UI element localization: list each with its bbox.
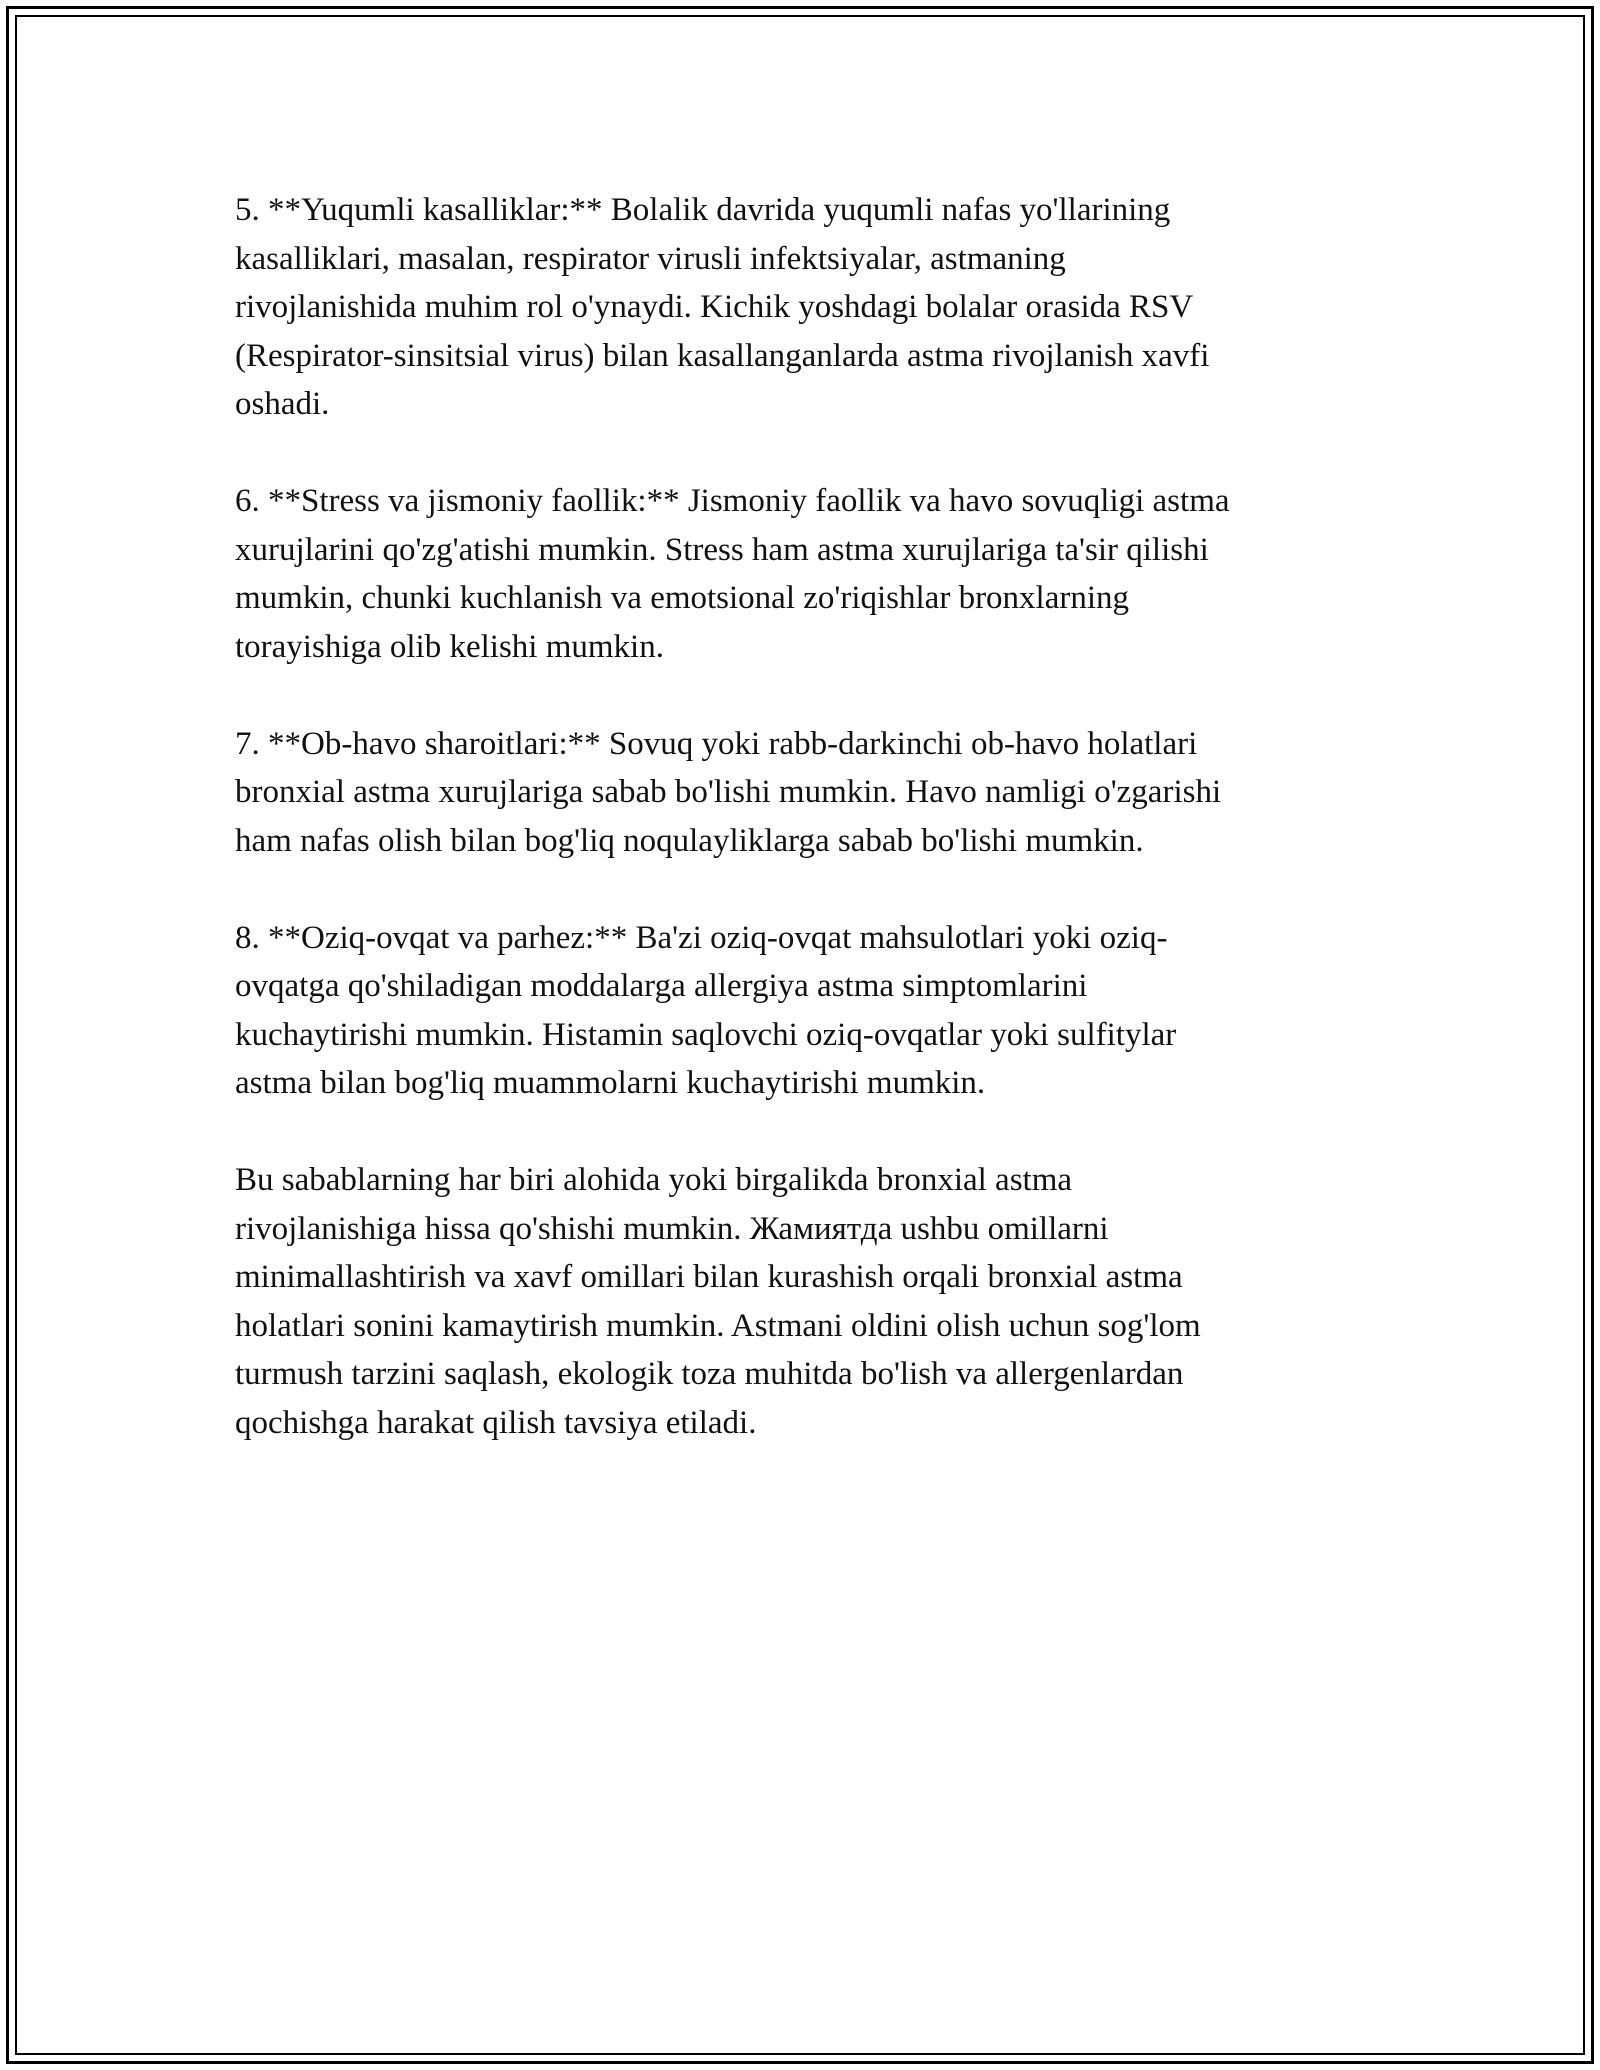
text-line: minimallashtirish va xavf omillari bilan kurashish orqali bronxial astma (235, 1259, 1183, 1295)
text-line: rivojlanishiga hissa qo'shishi mumkin. Жамиятда ushbu omillarni (235, 1210, 1109, 1247)
text-line: holatlari sonini kamaytirish mumkin. Astmani oldini olish uchun sog'lom (235, 1307, 1201, 1344)
document-body (235, 186, 1365, 1496)
text-line: torayishiga olib kelishi mumkin. (235, 628, 664, 665)
paragraph-food-diet (235, 914, 1365, 1108)
text-line: rivojlanishida muhim rol o'ynaydi. Kichik yoshdagi bolalar orasida RSV (235, 289, 1194, 325)
text-line: kasalliklari, masalan, respirator virusli infektsiyalar, astmaning (235, 240, 1066, 277)
text-line: qochishga harakat qilish tavsiya etiladi. (235, 1404, 757, 1441)
text-line: mumkin, chunki kuchlanish va emotsional zo'riqishlar bronxlarning (235, 580, 1130, 616)
text-line: 6. **Stress va jismoniy faollik:** Jismoniy faollik va havo sovuqligi astma (235, 483, 1230, 519)
text-line: ovqatga qo'shiladigan moddalarga allergiya astma simptomlarini (235, 968, 1088, 1004)
text-line: 8. **Oziq-ovqat va parhez:** Ba'zi oziq-ovqat mahsulotlari yoki oziq- (235, 919, 1168, 956)
text-line: xurujlarini qo'zg'atishi mumkin. Stress ham astma xurujlariga ta'sir qilishi (235, 531, 1209, 568)
paragraph-infectious-diseases (235, 186, 1365, 429)
text-line: (Respirator-sinsitsial virus) bilan kasallanganlarda astma rivojlanish xavfi (235, 337, 1210, 374)
paragraph-weather-conditions (235, 720, 1365, 866)
text-line: kuchaytirishi mumkin. Histamin saqlovchi oziq-ovqatlar yoki sulfitylar (235, 1016, 1177, 1053)
text-line: ham nafas olish bilan bog'liq noqulayliklarga sabab bo'lishi mumkin. (235, 822, 1144, 859)
text-line: Bu sabablarning har biri alohida yoki birgalikda bronxial astma (235, 1162, 1073, 1198)
text-line: 5. **Yuqumli kasalliklar:** Bolalik davrida yuqumli nafas yo'llarining (235, 192, 1171, 228)
text-line: 7. **Ob-havo sharoitlari:** Sovuq yoki rabb-darkinchi ob-havo holatlari (235, 725, 1198, 762)
text-line: bronxial astma xurujlariga sabab bo'lishi mumkin. Havo namligi o'zgarishi (235, 774, 1222, 810)
text-line: astma bilan bog'liq muammolarni kuchaytirishi mumkin. (235, 1065, 986, 1101)
text-line: turmush tarzini saqlash, ekologik toza muhitda bo'lish va allergenlardan (235, 1356, 1184, 1392)
paragraph-stress-physical-activity (235, 477, 1365, 671)
paragraph-conclusion (235, 1156, 1365, 1447)
text-line: oshadi. (235, 386, 330, 422)
